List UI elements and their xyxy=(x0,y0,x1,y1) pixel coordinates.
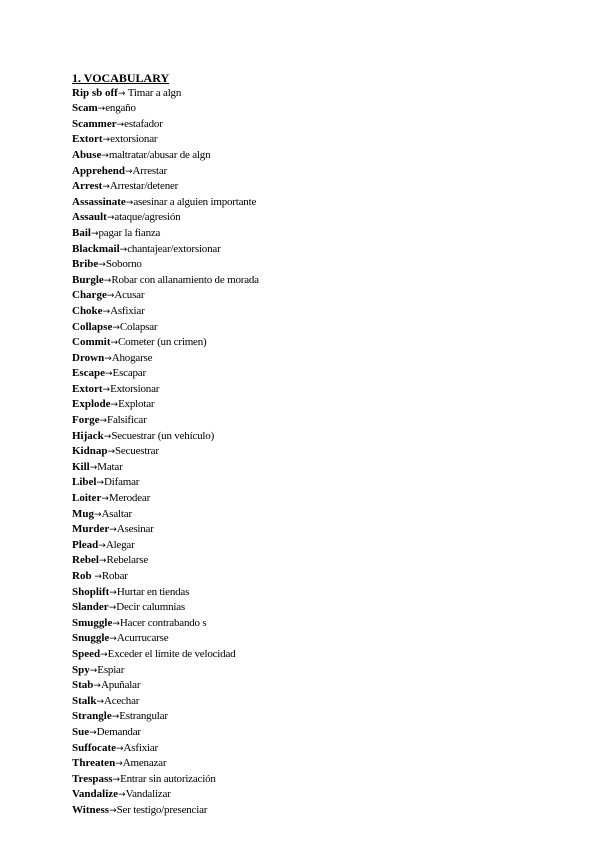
vocab-entry xyxy=(72,507,259,523)
vocab-definition: Explotar xyxy=(118,398,155,411)
vocab-term: Plead xyxy=(72,538,99,551)
arrow-icon: → xyxy=(102,306,111,317)
vocab-term: Spy xyxy=(72,663,90,676)
vocab-entry xyxy=(72,444,259,460)
vocab-term: Burgle xyxy=(72,273,104,286)
vocab-entry xyxy=(72,101,259,117)
vocab-definition: Difamar xyxy=(104,476,140,489)
arrow-icon: → xyxy=(111,712,120,723)
vocab-definition: Rebelarse xyxy=(106,554,149,567)
vocab-definition: Alegar xyxy=(105,538,135,551)
vocab-entry xyxy=(72,475,259,491)
vocab-definition: Exceder el límite de velocidad xyxy=(107,647,236,660)
vocab-definition: extorsionar xyxy=(110,133,158,146)
vocab-term: Slander xyxy=(72,601,109,614)
vocab-entry xyxy=(72,616,259,632)
vocab-entry xyxy=(72,132,259,148)
vocab-entry xyxy=(72,117,259,133)
arrow-icon: → xyxy=(112,774,121,785)
vocab-definition: Asesinar xyxy=(116,523,154,536)
vocab-term: Forge xyxy=(72,414,100,427)
vocab-entry xyxy=(72,694,259,710)
vocab-term: Smuggle xyxy=(72,616,113,629)
vocab-definition: Colapsar xyxy=(119,320,158,333)
vocab-term: Extort xyxy=(72,133,103,146)
vocab-term: Arrest xyxy=(72,180,103,193)
vocab-term: Drown xyxy=(72,351,105,364)
arrow-icon: → xyxy=(89,462,98,473)
arrow-icon: → xyxy=(101,494,109,505)
vocab-definition: Asfixiar xyxy=(110,304,145,317)
vocab-entry xyxy=(72,242,259,258)
arrow-icon: → xyxy=(100,649,108,660)
vocab-definition: Espiar xyxy=(97,663,125,676)
vocab-term: Speed xyxy=(72,647,101,660)
arrow-icon: → xyxy=(110,400,119,411)
vocab-entry xyxy=(72,756,259,772)
vocab-entry xyxy=(72,709,259,725)
vocab-entry xyxy=(72,335,259,351)
arrow-icon: → xyxy=(103,275,112,286)
vocab-definition: Secuestrar xyxy=(115,445,159,458)
vocab-definition: engaño xyxy=(105,102,136,115)
vocab-entry xyxy=(72,600,259,616)
vocab-entry xyxy=(72,569,259,585)
vocab-entry xyxy=(72,803,259,819)
arrow-icon: → xyxy=(118,790,126,801)
vocab-entry xyxy=(72,210,259,226)
vocab-entry xyxy=(72,288,259,304)
vocab-definition: Acurrucarse xyxy=(116,632,169,645)
vocab-definition: Estrangular xyxy=(119,710,168,723)
vocab-entry xyxy=(72,86,259,102)
arrow-icon: → xyxy=(119,244,128,255)
vocab-term: Sue xyxy=(72,725,90,738)
vocab-term: Apprehend xyxy=(72,164,125,177)
arrow-icon: → xyxy=(112,322,120,333)
arrow-icon: → xyxy=(106,213,115,224)
vocab-definition: Demandar xyxy=(96,725,141,738)
vocab-term: Rip sb off xyxy=(72,86,118,99)
vocab-definition: Decir calumnias xyxy=(116,601,186,614)
vocab-definition: Amenazar xyxy=(122,757,167,770)
vocab-term: Loiter xyxy=(72,492,102,505)
vocab-term: Charge xyxy=(72,289,107,302)
vocab-entry xyxy=(72,429,259,445)
arrow-icon: → xyxy=(102,182,110,193)
vocab-definition: Acechar xyxy=(104,694,140,707)
vocab-entry xyxy=(72,631,259,647)
arrow-icon: → xyxy=(99,416,108,427)
vocab-definition: Falsificar xyxy=(107,414,147,427)
vocab-entry xyxy=(72,585,259,601)
vocab-entry xyxy=(72,413,259,429)
vocab-definition: Acusar xyxy=(114,289,145,302)
vocab-entry xyxy=(72,553,259,569)
vocab-term: Kidnap xyxy=(72,445,108,458)
vocab-term: Choke xyxy=(72,304,103,317)
vocab-term: Blackmail xyxy=(72,242,120,255)
arrow-icon: → xyxy=(97,104,106,115)
vocab-term: Scammer xyxy=(72,117,117,130)
vocab-entry xyxy=(72,148,259,164)
vocab-entry xyxy=(72,491,259,507)
vocab-definition: Ahogarse xyxy=(111,351,153,364)
arrow-icon: → xyxy=(104,353,112,364)
arrow-icon: → xyxy=(109,587,117,598)
vocab-definition: Arrestar/detener xyxy=(109,180,179,193)
vocab-term: Kill xyxy=(72,460,90,473)
vocab-definition: ataque/agresión xyxy=(114,211,181,224)
arrow-icon: → xyxy=(109,805,117,816)
vocab-definition: Soborno xyxy=(105,258,142,271)
vocab-term: Snuggle xyxy=(72,632,110,645)
vocab-definition: Merodear xyxy=(108,492,151,505)
vocabulary-section xyxy=(72,71,259,819)
arrow-icon: → xyxy=(89,727,97,738)
arrow-icon: → xyxy=(93,681,101,692)
arrow-icon: → xyxy=(101,150,109,161)
vocab-entry xyxy=(72,538,259,554)
vocab-definition: Vandalizar xyxy=(125,788,171,801)
section-title: 1. VOCABULARY xyxy=(72,71,170,85)
arrow-icon: → xyxy=(116,119,125,130)
arrow-icon: → xyxy=(117,88,126,99)
vocab-term: Bail xyxy=(72,226,91,239)
vocab-term: Libel xyxy=(72,476,97,489)
arrow-icon: → xyxy=(98,540,106,551)
vocab-term: Explode xyxy=(72,398,111,411)
vocab-entry xyxy=(72,397,259,413)
vocab-entry xyxy=(72,164,259,180)
vocab-term: Stalk xyxy=(72,694,97,707)
vocab-definition: Apuñalar xyxy=(100,679,141,692)
vocab-definition: Secuestrar (un vehículo) xyxy=(111,429,215,442)
arrow-icon: → xyxy=(102,384,111,395)
vocab-entry xyxy=(72,226,259,242)
vocab-term: Shoplift xyxy=(72,585,110,598)
arrow-icon: → xyxy=(125,197,134,208)
vocab-definition: maltratar/abusar de algn xyxy=(108,148,211,161)
vocab-definition: Cometer (un crimen) xyxy=(118,336,207,349)
arrow-icon: → xyxy=(116,743,124,754)
vocab-term: Scam xyxy=(72,102,98,115)
vocab-term: Trespass xyxy=(72,772,113,785)
vocab-entry xyxy=(72,725,259,741)
vocab-term: Bribe xyxy=(72,258,99,271)
vocab-definition: Matar xyxy=(97,460,123,473)
vocab-definition: Asaltar xyxy=(101,507,132,520)
vocab-entry xyxy=(72,320,259,336)
vocab-definition: chantajear/extorsionar xyxy=(127,242,221,255)
vocab-entry xyxy=(72,273,259,289)
vocab-term: Commit xyxy=(72,336,111,349)
arrow-icon: → xyxy=(96,696,105,707)
vocab-entry xyxy=(72,460,259,476)
vocab-definition: Escapar xyxy=(112,367,146,380)
arrow-icon: → xyxy=(108,603,117,614)
vocab-term: Hijack xyxy=(72,429,104,442)
vocab-term: Rebel xyxy=(72,554,99,567)
vocab-entry xyxy=(72,647,259,663)
vocab-definition: Hurtar en tiendas xyxy=(116,585,190,598)
vocab-entry xyxy=(72,351,259,367)
vocab-definition: Asfixiar xyxy=(123,741,158,754)
vocab-term: Escape xyxy=(72,367,105,380)
arrow-icon: → xyxy=(110,338,119,349)
vocab-definition: Extorsionar xyxy=(110,382,160,395)
vocab-term: Strangle xyxy=(72,710,112,723)
arrow-icon: → xyxy=(106,291,115,302)
arrow-icon: → xyxy=(107,447,116,458)
vocab-definition: Entrar sin autorización xyxy=(120,772,216,785)
vocab-entry xyxy=(72,179,259,195)
vocab-definition: Robar xyxy=(101,570,128,582)
vocab-term: Threaten xyxy=(72,757,116,770)
vocab-term: Abuse xyxy=(72,148,102,161)
vocab-term: Vandalize xyxy=(72,788,119,801)
vocab-entry xyxy=(72,304,259,320)
vocab-term: Assault xyxy=(72,211,107,224)
vocab-entry xyxy=(72,741,259,757)
arrow-icon: → xyxy=(115,759,123,770)
vocab-term: Collapse xyxy=(72,320,113,333)
vocab-entry xyxy=(72,522,259,538)
arrow-icon: → xyxy=(94,572,102,582)
arrow-icon: → xyxy=(94,509,102,520)
vocab-term: Witness xyxy=(72,803,110,816)
arrow-icon: → xyxy=(112,618,120,629)
vocab-term: Murder xyxy=(72,523,110,536)
vocab-term: Mug xyxy=(72,507,94,520)
vocab-entry xyxy=(72,257,259,273)
arrow-icon: → xyxy=(90,228,99,239)
vocab-entry xyxy=(72,787,259,803)
arrow-icon: → xyxy=(124,166,133,177)
vocab-entry xyxy=(72,663,259,679)
vocab-entry xyxy=(72,382,259,398)
vocab-entry xyxy=(72,366,259,382)
vocab-term: Rob xyxy=(72,570,95,582)
arrow-icon: → xyxy=(109,634,117,645)
vocab-definition: Ser testigo/presenciar xyxy=(116,803,208,816)
arrow-icon: → xyxy=(96,478,104,489)
arrow-icon: → xyxy=(109,525,117,536)
arrow-icon: → xyxy=(103,431,112,442)
vocab-definition: Arrestar xyxy=(132,164,167,177)
vocab-definition: Hacer contrabando s xyxy=(119,616,207,629)
vocab-definition: pagar la fianza xyxy=(98,226,161,239)
vocab-entry xyxy=(72,678,259,694)
arrow-icon: → xyxy=(105,369,113,380)
vocab-definition: Timar a algn xyxy=(125,86,182,99)
vocab-term: Suffocate xyxy=(72,741,116,754)
vocab-entry xyxy=(72,195,259,211)
arrow-icon: → xyxy=(102,135,111,146)
vocab-term: Stab xyxy=(72,679,94,692)
vocab-definition: estafador xyxy=(124,117,163,130)
arrow-icon: → xyxy=(98,260,106,271)
vocab-definition: Robar con allanamiento de morada xyxy=(111,273,259,286)
vocab-entry xyxy=(72,772,259,788)
vocab-term: Assassinate xyxy=(72,195,126,208)
vocabulary-list xyxy=(72,86,259,819)
vocab-definition: asesinar a alguien importante xyxy=(133,195,257,208)
vocab-term: Extort xyxy=(72,382,103,395)
arrow-icon: → xyxy=(89,665,98,676)
arrow-icon: → xyxy=(98,556,107,567)
